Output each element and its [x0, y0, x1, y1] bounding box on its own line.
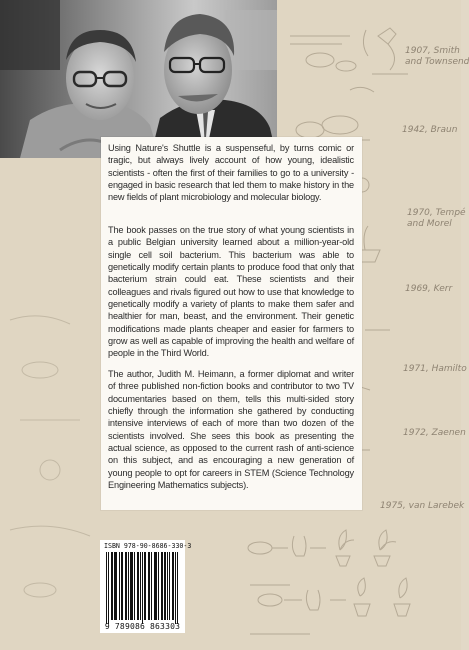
- photo-image: [0, 0, 277, 158]
- barcode-bar: [137, 552, 138, 620]
- timeline-label-1907: 1907, Smith: [405, 46, 460, 56]
- barcode-bar: [165, 552, 166, 620]
- barcode-bar: [162, 552, 163, 620]
- barcode-bar: [164, 552, 165, 620]
- timeline-label-1969: 1969, Kerr: [405, 284, 453, 294]
- barcode-bar: [156, 552, 157, 620]
- barcode-bar: [126, 552, 127, 620]
- left-sketches: [0, 300, 100, 650]
- barcode-bar: [122, 552, 123, 620]
- barcode-bar: [140, 552, 141, 620]
- barcode-bar: [154, 552, 155, 620]
- timeline-label-1970: 1970, Tempé: [407, 208, 466, 218]
- barcode-bar: [161, 552, 162, 620]
- barcode-bar: [125, 552, 126, 620]
- isbn-text: ISBN 978-90-8686-330-3: [104, 542, 192, 550]
- barcode-bar: [149, 552, 150, 620]
- barcode-bar: [169, 552, 170, 620]
- barcode-bar: [119, 552, 120, 620]
- barcode-bar: [131, 552, 132, 620]
- description-paragraph-1: Using Nature's Shuttle is a suspenseful, by turns comic or tragic, but always lively account of how young, idealistic scientists - often the first of their families to go to a university - engaged in basic research that led them to make history in the new fields of plant microbiology and molecular biology.: [108, 143, 354, 203]
- barcode: [100, 540, 185, 633]
- timeline-label-1970-line2: and Morel: [407, 219, 452, 229]
- timeline-label-1972: 1972, Zaenen: [403, 428, 466, 438]
- barcode-bar: [142, 552, 143, 624]
- barcode-bar: [115, 552, 116, 620]
- barcode-bar: [173, 552, 174, 620]
- barcode-bar: [175, 552, 176, 624]
- barcode-bar: [130, 552, 131, 620]
- description-paragraph-2: The book passes on the true story of what young scientists in a public Belgian university learned about a million-year-old single cell soil bacterium. This bacterium was able to genetically modify certain plants to produce food that only that bacterium strain could eat. These scientists and their colleagues and rivals figured out how to use that knowledge to genetically modify a variety of plants to make them safer and healthier for man, beast, and the environment. Their genetic modifications made plants cheaper and easier for farmers to grow as well as capable of improving the health and welfare of people in the Third World.: [108, 225, 354, 359]
- barcode-bar: [128, 552, 129, 620]
- barcode-bar: [132, 552, 133, 620]
- barcode-bar: [106, 552, 107, 624]
- barcode-bar: [114, 552, 115, 620]
- barcode-bar: [121, 552, 122, 620]
- barcode-bar: [148, 552, 149, 620]
- timeline-label-1975: 1975, van Larebek: [380, 501, 465, 511]
- barcode-digits: 9 789086 863303: [104, 622, 181, 631]
- barcode-bar: [167, 552, 168, 620]
- barcode-bar: [116, 552, 117, 620]
- barcode-bar: [145, 552, 146, 620]
- timeline-label-1942: 1942, Braun: [402, 125, 458, 135]
- barcode-bar: [172, 552, 173, 620]
- timeline-label-1907-line2: and Townsend: [405, 57, 469, 67]
- barcode-bar: [108, 552, 109, 624]
- barcode-bar: [151, 552, 152, 620]
- barcode-bar: [112, 552, 113, 620]
- barcode-bar: [138, 552, 139, 620]
- barcode-bar: [111, 552, 112, 620]
- barcode-bar: [134, 552, 135, 620]
- barcode-bars: [100, 540, 185, 633]
- barcode-bar: [144, 552, 145, 620]
- description-paragraph-3: The author, Judith M. Heimann, a former diplomat and writer of three published non-fiction books and contributor to two TV documentaries based on them, tells this multi-sided story chiefly through the information she gathered by conducting intensive interviews of each of more than two dozen of the scientists involved. She sees this book as presenting the actual science, as opposed to the current rash of anti-science on this subject, and as encouraging a new generation of young people to opt for careers in STEM (Science Technology Engineering Mathematics subjects).: [108, 369, 354, 491]
- timeline-label-1971: 1971, Hamilto: [403, 364, 467, 374]
- barcode-bar: [177, 552, 178, 624]
- author-photo: [0, 0, 277, 158]
- barcode-bar: [158, 552, 159, 620]
- barcode-bar: [155, 552, 156, 620]
